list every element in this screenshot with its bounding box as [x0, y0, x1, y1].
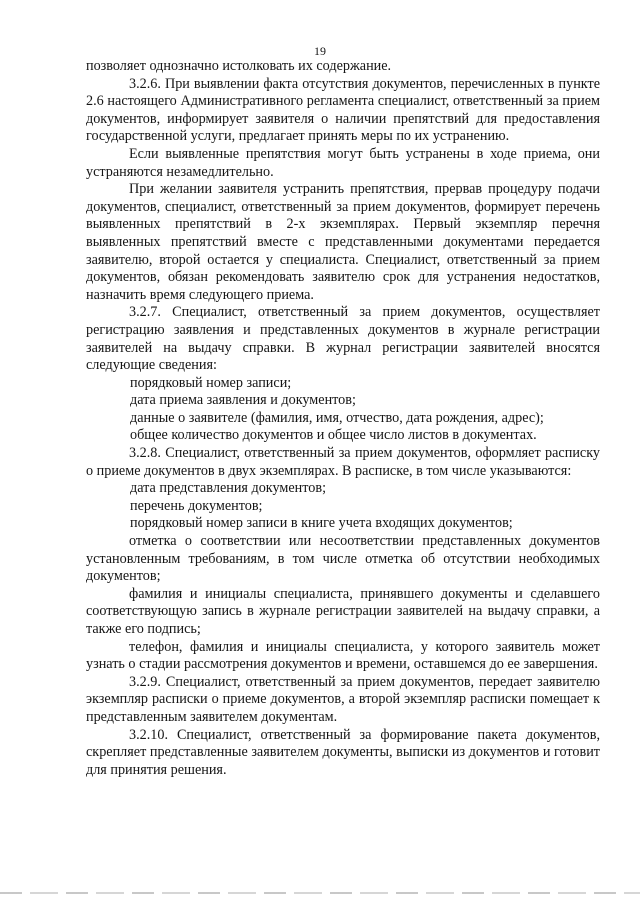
document-body [86, 58, 600, 779]
list-item: дата приема заявления и документов; [130, 392, 356, 409]
paragraph: 3.2.8. Специалист, ответственный за прием документов, оформляет расписку о приеме документов в двух экземплярах. В расписке, в том числе указываются: [86, 445, 600, 479]
paragraph: фамилия и инициалы специалиста, принявшего документы и сделавшего соответствующую запись в журнале регистрации заявителей на выдачу справки, а также его подпись; [86, 585, 600, 637]
list-item: перечень документов; [130, 497, 263, 514]
paragraph: 3.2.10. Специалист, ответственный за формирование пакета документов, скрепляет представленные заявителем документы, выписки из документов и готовит для принятия решения. [86, 726, 600, 778]
list-item: дата представления документов; [130, 480, 327, 497]
paragraph: отметка о соответствии или несоответствии представленных документов установленным требованиям, в том числе отметка об отсутствии необходимых документов; [86, 533, 600, 585]
paragraph: Если выявленные препятствия могут быть устранены в ходе приема, они устраняются незамедлительно. [86, 145, 600, 180]
paragraph: При желании заявителя устранить препятствия, прервав процедуру подачи документов, специалист, ответственный за прием документов, формирует перечень выявленных препятствий в 2-х экземплярах. Первый экземпляр перечня выявленных препятствий вместе с представленными документами передается заявителю, второй остается у специалиста. Специалист, ответственный за прием документов, обязан рекомендовать заявителю срок для устранения недостатков, назначить время следующего приема. [86, 181, 600, 303]
list-item: порядковый номер записи; [130, 374, 292, 391]
paragraph: телефон, фамилия и инициалы специалиста, у которого заявитель может узнать о стадии рассмотрения документов и времени, оставшемся до ее завершения. [86, 638, 600, 673]
list-item: данные о заявителе (фамилия, имя, отчество, дата рождения, адрес); [130, 409, 544, 426]
paragraph: позволяет однозначно истолковать их содержание. [86, 58, 392, 74]
paragraph: 3.2.6. При выявлении факта отсутствия документов, перечисленных в пункте 2.6 настоящего Административного регламента специалист, ответственный за прием документов, информирует заявителя о наличии препятствий для предоставления государственной услуги, предлагает принять меры по их устранению. [86, 75, 600, 145]
paragraph: 3.2.7. Специалист, ответственный за прием документов, осуществляет регистрацию заявления и представленных документов в журнале регистрации заявителей на выдачу справки. В журнал регистрации заявителей вносятся следующие сведения: [86, 304, 600, 374]
list-item: общее количество документов и общее число листов в документах. [130, 427, 537, 444]
page-number: 19 [314, 44, 326, 58]
scan-artifact-line [0, 892, 640, 894]
paragraph: 3.2.9. Специалист, ответственный за прием документов, передает заявителю экземпляр расписки о приеме документов, а второй экземпляр расписки помещает к представленным заявителем документам. [86, 673, 600, 725]
list-item: порядковый номер записи в книге учета входящих документов; [130, 515, 513, 532]
